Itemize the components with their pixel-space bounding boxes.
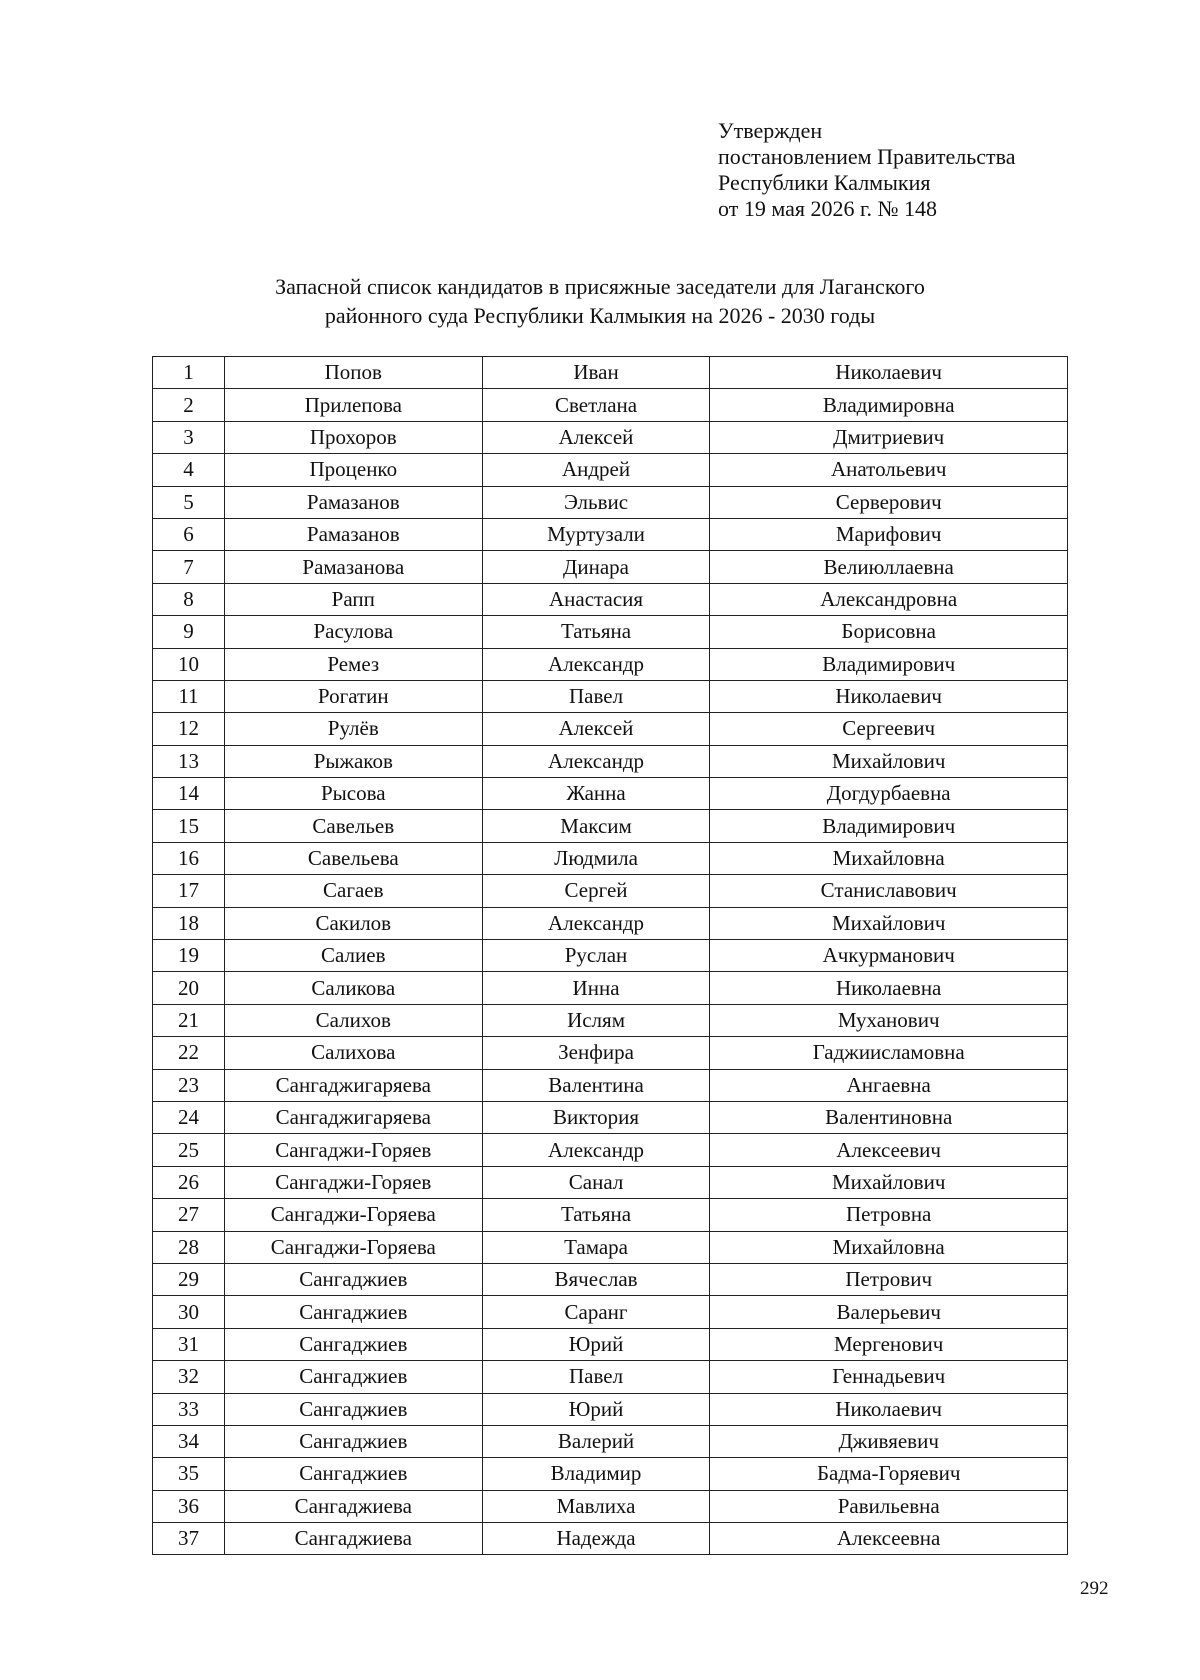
document-title <box>150 272 1050 330</box>
row-number: 23 <box>153 1069 225 1101</box>
first-name: Ислям <box>482 1004 710 1036</box>
last-name: Сангаджигаряева <box>224 1069 482 1101</box>
last-name: Попов <box>224 357 482 389</box>
table-row <box>153 875 1068 907</box>
first-name: Татьяна <box>482 616 710 648</box>
row-number: 18 <box>153 907 225 939</box>
table-row <box>153 713 1068 745</box>
row-number: 10 <box>153 648 225 680</box>
patronymic: Петровна <box>710 1199 1068 1231</box>
last-name: Савельева <box>224 842 482 874</box>
last-name: Сангаджиева <box>224 1523 482 1555</box>
row-number: 8 <box>153 583 225 615</box>
first-name: Валентина <box>482 1069 710 1101</box>
patronymic: Бадма-Горяевич <box>710 1458 1068 1490</box>
row-number: 6 <box>153 518 225 550</box>
table-row <box>153 551 1068 583</box>
last-name: Сангаджи-Горяев <box>224 1166 482 1198</box>
table-row <box>153 1425 1068 1457</box>
row-number: 1 <box>153 357 225 389</box>
patronymic: Николаевна <box>710 972 1068 1004</box>
patronymic: Михайловна <box>710 842 1068 874</box>
table-row <box>153 1458 1068 1490</box>
first-name: Павел <box>482 680 710 712</box>
row-number: 16 <box>153 842 225 874</box>
patronymic: Михайлович <box>710 745 1068 777</box>
first-name: Вячеслав <box>482 1263 710 1295</box>
patronymic: Дмитриевич <box>710 421 1068 453</box>
row-number: 5 <box>153 486 225 518</box>
row-number: 24 <box>153 1101 225 1133</box>
row-number: 19 <box>153 940 225 972</box>
first-name: Динара <box>482 551 710 583</box>
last-name: Рапп <box>224 583 482 615</box>
row-number: 12 <box>153 713 225 745</box>
first-name: Виктория <box>482 1101 710 1133</box>
first-name: Александр <box>482 907 710 939</box>
approval-line-approved: Утвержден <box>718 118 823 143</box>
row-number: 37 <box>153 1523 225 1555</box>
first-name: Алексей <box>482 713 710 745</box>
first-name: Жанна <box>482 778 710 810</box>
first-name: Валерий <box>482 1425 710 1457</box>
table-row <box>153 583 1068 615</box>
row-number: 13 <box>153 745 225 777</box>
row-number: 32 <box>153 1361 225 1393</box>
patronymic: Николаевич <box>710 680 1068 712</box>
row-number: 2 <box>153 389 225 421</box>
row-number: 3 <box>153 421 225 453</box>
last-name: Саликова <box>224 972 482 1004</box>
patronymic: Александровна <box>710 583 1068 615</box>
table-row <box>153 389 1068 421</box>
last-name: Сакилов <box>224 907 482 939</box>
last-name: Сангаджи-Горяев <box>224 1134 482 1166</box>
patronymic: Анатольевич <box>710 454 1068 486</box>
last-name: Сангаджиев <box>224 1393 482 1425</box>
first-name: Санал <box>482 1166 710 1198</box>
patronymic: Станиславович <box>710 875 1068 907</box>
first-name: Мавлиха <box>482 1490 710 1522</box>
table-row <box>153 1328 1068 1360</box>
row-number: 4 <box>153 454 225 486</box>
approval-line-date: от 19 мая 2026 г. № 148 <box>718 196 938 221</box>
patronymic: Алексеевна <box>710 1523 1068 1555</box>
patronymic: Петрович <box>710 1263 1068 1295</box>
last-name: Сангаджи-Горяева <box>224 1231 482 1263</box>
approval-block <box>718 118 1016 222</box>
last-name: Сагаев <box>224 875 482 907</box>
table-row <box>153 454 1068 486</box>
table-row <box>153 1134 1068 1166</box>
row-number: 26 <box>153 1166 225 1198</box>
table-row <box>153 486 1068 518</box>
first-name: Александр <box>482 745 710 777</box>
last-name: Рамазанов <box>224 518 482 550</box>
first-name: Зенфира <box>482 1037 710 1069</box>
last-name: Рулёв <box>224 713 482 745</box>
last-name: Рогатин <box>224 680 482 712</box>
table-row <box>153 972 1068 1004</box>
table-row <box>153 1490 1068 1522</box>
table-row <box>153 745 1068 777</box>
row-number: 22 <box>153 1037 225 1069</box>
patronymic: Михайлович <box>710 907 1068 939</box>
last-name: Рамазанов <box>224 486 482 518</box>
patronymic: Николаевич <box>710 1393 1068 1425</box>
patronymic: Муханович <box>710 1004 1068 1036</box>
row-number: 9 <box>153 616 225 648</box>
table-row <box>153 842 1068 874</box>
first-name: Александр <box>482 648 710 680</box>
table-row <box>153 1166 1068 1198</box>
first-name: Муртузали <box>482 518 710 550</box>
row-number: 7 <box>153 551 225 583</box>
last-name: Рысова <box>224 778 482 810</box>
table-row <box>153 616 1068 648</box>
title-line-1: Запасной список кандидатов в присяжные заседатели для Лаганского <box>275 274 925 299</box>
patronymic: Дживяевич <box>710 1425 1068 1457</box>
last-name: Рамазанова <box>224 551 482 583</box>
last-name: Проценко <box>224 454 482 486</box>
table-row <box>153 1004 1068 1036</box>
patronymic: Владимирович <box>710 648 1068 680</box>
first-name: Светлана <box>482 389 710 421</box>
first-name: Юрий <box>482 1328 710 1360</box>
first-name: Саранг <box>482 1296 710 1328</box>
first-name: Людмила <box>482 842 710 874</box>
last-name: Савельев <box>224 810 482 842</box>
table-row <box>153 1361 1068 1393</box>
table-row <box>153 1101 1068 1133</box>
row-number: 34 <box>153 1425 225 1457</box>
patronymic: Ангаевна <box>710 1069 1068 1101</box>
first-name: Павел <box>482 1361 710 1393</box>
row-number: 14 <box>153 778 225 810</box>
row-number: 36 <box>153 1490 225 1522</box>
first-name: Владимир <box>482 1458 710 1490</box>
last-name: Ремез <box>224 648 482 680</box>
patronymic: Догдурбаевна <box>710 778 1068 810</box>
title-line-2: районного суда Республики Калмыкия на 2026 - 2030 годы <box>324 303 876 328</box>
patronymic: Владимировна <box>710 389 1068 421</box>
last-name: Прохоров <box>224 421 482 453</box>
first-name: Руслан <box>482 940 710 972</box>
first-name: Юрий <box>482 1393 710 1425</box>
first-name: Иван <box>482 357 710 389</box>
first-name: Максим <box>482 810 710 842</box>
patronymic: Серверович <box>710 486 1068 518</box>
page-number: 292 <box>1080 1578 1109 1599</box>
last-name: Сангаджиев <box>224 1296 482 1328</box>
row-number: 28 <box>153 1231 225 1263</box>
table-row <box>153 1199 1068 1231</box>
candidate-table-body <box>153 357 1068 1555</box>
table-row <box>153 680 1068 712</box>
patronymic: Валерьевич <box>710 1296 1068 1328</box>
last-name: Сангаджиев <box>224 1361 482 1393</box>
patronymic: Сергеевич <box>710 713 1068 745</box>
last-name: Сангаджиев <box>224 1328 482 1360</box>
patronymic: Марифович <box>710 518 1068 550</box>
row-number: 35 <box>153 1458 225 1490</box>
table-row <box>153 810 1068 842</box>
patronymic: Валентиновна <box>710 1101 1068 1133</box>
last-name: Сангаджи-Горяева <box>224 1199 482 1231</box>
first-name: Инна <box>482 972 710 1004</box>
last-name: Салихова <box>224 1037 482 1069</box>
table-row <box>153 1296 1068 1328</box>
last-name: Сангаджиев <box>224 1458 482 1490</box>
table-row <box>153 907 1068 939</box>
patronymic: Николаевич <box>710 357 1068 389</box>
table-row <box>153 518 1068 550</box>
table-row <box>153 1231 1068 1263</box>
first-name: Эльвис <box>482 486 710 518</box>
first-name: Надежда <box>482 1523 710 1555</box>
patronymic: Владимирович <box>710 810 1068 842</box>
table-row <box>153 1069 1068 1101</box>
table-row <box>153 1263 1068 1295</box>
patronymic: Гаджиисламовна <box>710 1037 1068 1069</box>
row-number: 33 <box>153 1393 225 1425</box>
last-name: Сангаджигаряева <box>224 1101 482 1133</box>
last-name: Салиев <box>224 940 482 972</box>
row-number: 31 <box>153 1328 225 1360</box>
table-row <box>153 357 1068 389</box>
first-name: Алексей <box>482 421 710 453</box>
patronymic: Алексеевич <box>710 1134 1068 1166</box>
table-row <box>153 648 1068 680</box>
last-name: Рыжаков <box>224 745 482 777</box>
patronymic: Равильевна <box>710 1490 1068 1522</box>
row-number: 20 <box>153 972 225 1004</box>
last-name: Расулова <box>224 616 482 648</box>
first-name: Анастасия <box>482 583 710 615</box>
row-number: 27 <box>153 1199 225 1231</box>
patronymic: Михайлович <box>710 1166 1068 1198</box>
first-name: Сергей <box>482 875 710 907</box>
patronymic: Геннадьевич <box>710 1361 1068 1393</box>
patronymic: Велиюллаевна <box>710 551 1068 583</box>
patronymic: Мергенович <box>710 1328 1068 1360</box>
row-number: 29 <box>153 1263 225 1295</box>
first-name: Тамара <box>482 1231 710 1263</box>
table-row <box>153 1037 1068 1069</box>
last-name: Сангаджиев <box>224 1263 482 1295</box>
patronymic: Михайловна <box>710 1231 1068 1263</box>
last-name: Салихов <box>224 1004 482 1036</box>
row-number: 30 <box>153 1296 225 1328</box>
table-row <box>153 940 1068 972</box>
first-name: Александр <box>482 1134 710 1166</box>
last-name: Прилепова <box>224 389 482 421</box>
table-row <box>153 778 1068 810</box>
first-name: Андрей <box>482 454 710 486</box>
patronymic: Борисовна <box>710 616 1068 648</box>
table-row <box>153 421 1068 453</box>
last-name: Сангаджиев <box>224 1425 482 1457</box>
row-number: 15 <box>153 810 225 842</box>
candidate-table <box>152 356 1068 1555</box>
approval-line-republic: Республики Калмыкия <box>718 170 931 195</box>
row-number: 11 <box>153 680 225 712</box>
last-name: Сангаджиева <box>224 1490 482 1522</box>
row-number: 25 <box>153 1134 225 1166</box>
table-row <box>153 1393 1068 1425</box>
row-number: 17 <box>153 875 225 907</box>
approval-line-resolution: постановлением Правительства <box>718 144 1016 169</box>
first-name: Татьяна <box>482 1199 710 1231</box>
table-row <box>153 1523 1068 1555</box>
patronymic: Ачкурманович <box>710 940 1068 972</box>
row-number: 21 <box>153 1004 225 1036</box>
